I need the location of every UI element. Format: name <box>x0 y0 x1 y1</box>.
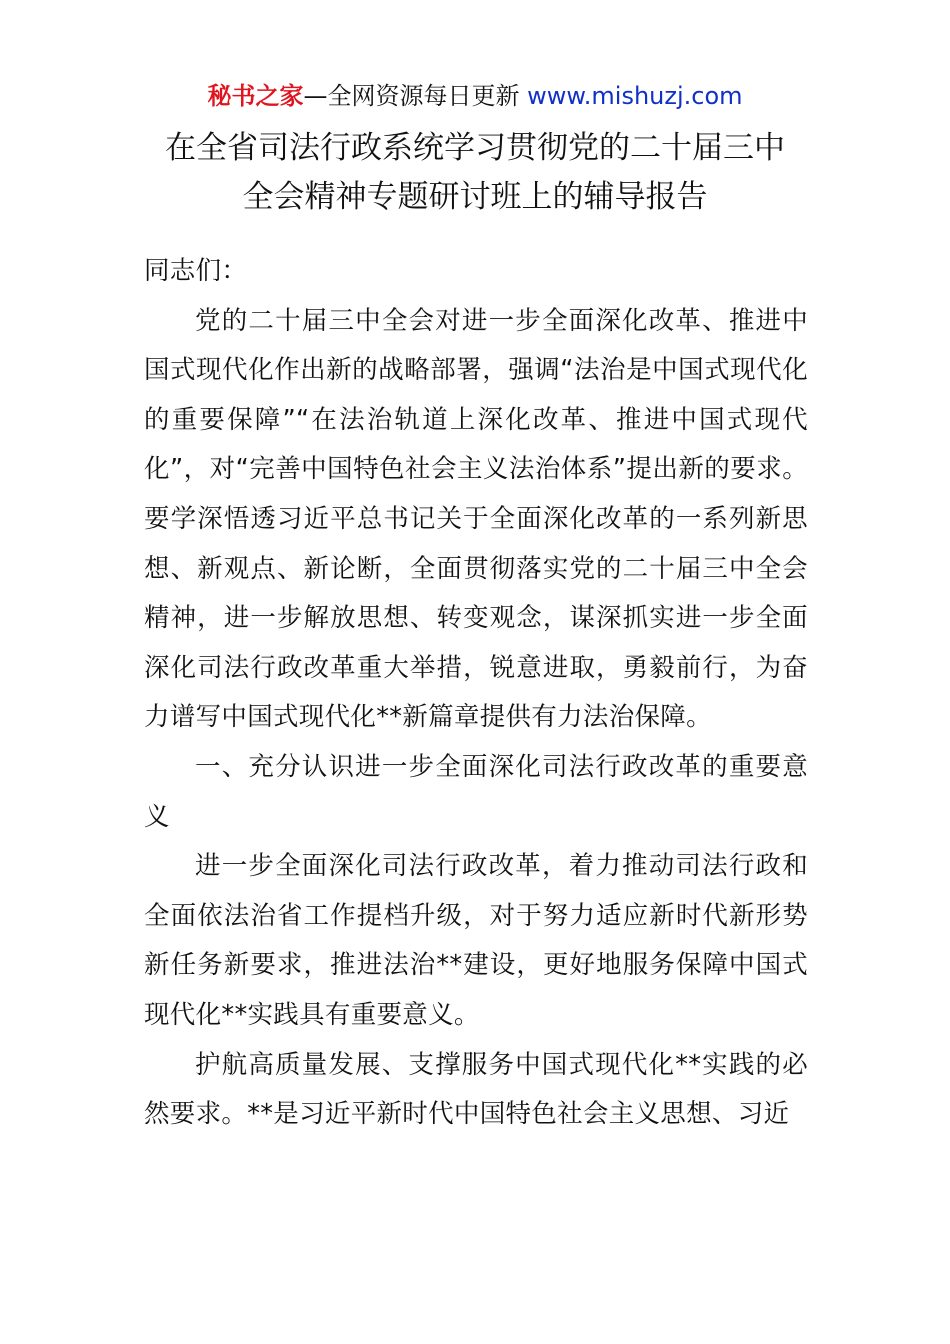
document-title-line-2: 全会精神专题研讨班上的辅导报告 <box>242 179 708 215</box>
paragraph-section-1-point-1: 护航高质量发展、支撑服务中国式现代化**实践的必然要求。**是习近平新时代中国特色社会主义思想、习近 <box>144 1049 808 1130</box>
site-url-link[interactable]: www.mishuzj.com <box>527 82 743 110</box>
site-header <box>0 80 950 112</box>
salutation: 同志们： <box>144 256 248 286</box>
document-body <box>144 247 808 1140</box>
site-brand: 秘书之家 <box>207 82 304 110</box>
document-title-line-1: 在全省司法行政系统学习贯彻党的二十届三中 <box>165 130 785 166</box>
paragraph-intro: 党的二十届三中全会对进一步全面深化改革、推进中国式现代化作出新的战略部署，强调“法治是中国式现代化的重要保障”“在法治轨道上深化改革、推进中国式现代化”，对“完善中国特色社会主义法治体系”提出新的要求。要学深悟透习近平总书记关于全面深化改革的一系列新思想、新观点、新论断，全面贯彻落实党的二十届三中全会精神，进一步解放思想、转变观念，谋深抓实进一步全面深化司法行政改革重大举措，锐意进取，勇毅前行，为奋力谱写中国式现代化**新篇章提供有力法治保障。 <box>144 305 808 733</box>
document-title <box>0 124 950 222</box>
section-heading-1: 一、充分认识进一步全面深化司法行政改革的重要意义 <box>144 751 808 832</box>
site-slogan: —全网资源每日更新 <box>303 82 528 110</box>
paragraph-section-1-intro: 进一步全面深化司法行政改革，着力推动司法行政和全面依法治省工作提档升级，对于努力适应新时代新形势新任务新要求，推进法治**建设，更好地服务保障中国式现代化**实践具有重要意义。 <box>144 851 808 1030</box>
